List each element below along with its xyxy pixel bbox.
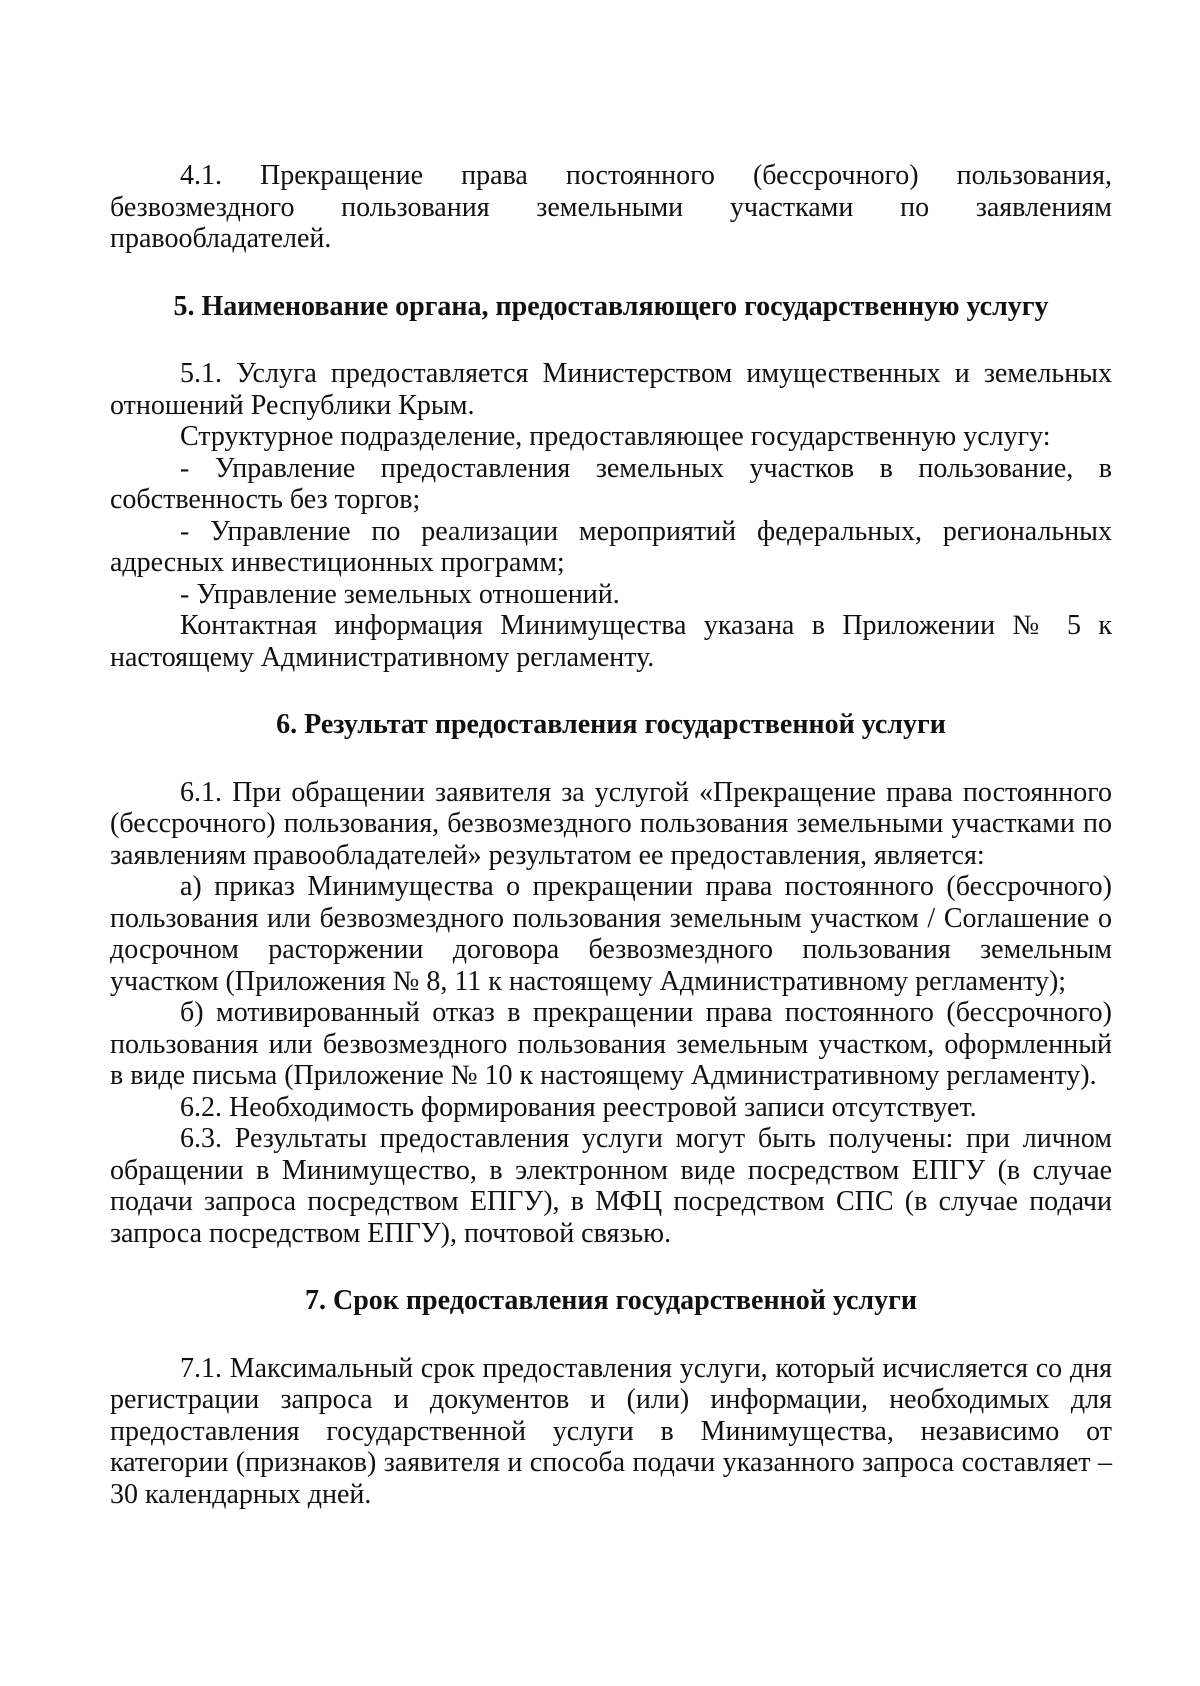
heading-section-7: 7. Срок предоставления государственной услуги	[305, 1285, 917, 1316]
paragraph-6-3: 6.3. Результаты предоставления услуги могут быть получены: при личном обращении в Минимущество, в электронном виде посредством ЕПГУ (в случае подачи запроса посредством ЕПГУ), в МФЦ посредством СПС (в случае подачи запроса посредством ЕПГУ), почтовой связью.	[110, 1123, 1112, 1249]
paragraph-4-1: 4.1. Прекращение права постоянного (бессрочного) пользования, безвозмездного пользования земельными участками по заявлениям правообладателей.	[110, 160, 1112, 254]
list-item-investment-programs: - Управление по реализации мероприятий федеральных, региональных адресных инвестиционных программ;	[110, 515, 1112, 578]
heading-section-5: 5. Наименование органа, предоставляющего государственную услугу	[173, 290, 1049, 322]
document-page	[110, 160, 1112, 1510]
paragraph-5-1: 5.1. Услуга предоставляется Министерством имущественных и земельных отношений Республики Крым.	[110, 358, 1112, 421]
paragraph-6-1: 6.1. При обращении заявителя за услугой «Прекращение права постоянного (бессрочного) пользования, безвозмездного пользования земельными участками по заявлениям правообладателей» результатом ее предоставления, является:	[110, 776, 1112, 871]
paragraph-7-1: 7.1. Максимальный срок предоставления услуги, который исчисляется со дня регистрации запроса и документов и (или) информации, необходимых для предоставления государственной услуги в Минимущества, независимо от категории (признаков) заявителя и способа подачи указанного запроса составляет – 30 календарных дней.	[110, 1352, 1112, 1510]
paragraph-contact-info: Контактная информация Минимущества указана в Приложении № 5 к настоящему Административному регламенту.	[110, 610, 1112, 673]
paragraph-structural-unit: Структурное подразделение, предоставляющее государственную услугу:	[180, 421, 1051, 452]
list-item-land-relations: - Управление земельных отношений.	[180, 578, 620, 610]
list-item-land-provision: - Управление предоставления земельных участков в пользование, в собственность без торгов;	[110, 452, 1112, 515]
paragraph-6-1-b: б) мотивированный отказ в прекращении права постоянного (бессрочного) пользования или безвозмездного пользования земельным участком, оформленный в виде письма (Приложение № 10 к настоящему Административному регламенту).	[110, 997, 1112, 1091]
paragraph-6-1-a: а) приказ Минимущества о прекращении права постоянного (бессрочного) пользования или безвозмездного пользования земельным участком / Соглашение о досрочном расторжении договора безвозмездного пользования земельным участком (Приложения № 8, 11 к настоящему Административному регламенту);	[110, 871, 1112, 997]
heading-section-6: 6. Результат предоставления государственной услуги	[276, 709, 946, 740]
paragraph-6-2: 6.2. Необходимость формирования реестровой записи отсутствует.	[180, 1091, 977, 1123]
